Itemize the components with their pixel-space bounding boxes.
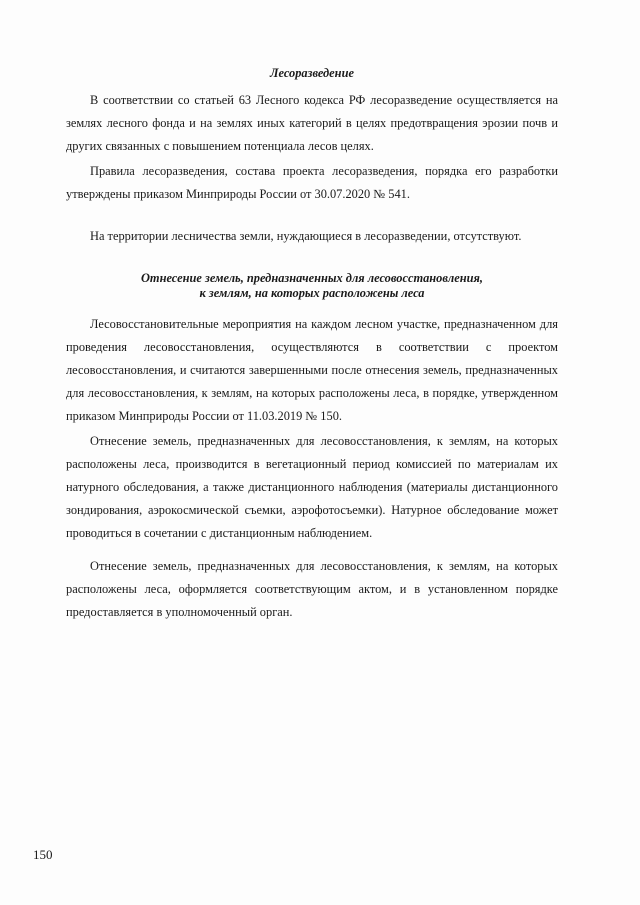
paragraph-reforestation-measures: Лесовосстановительные мероприятия на каждом лесном участке, предназначенном для проведения лесовосстановления, осуществляются в соответствии с проектом лесовосстановления, и считаются завершенными после отнесения земель, предназначенных для лесовосстановления, к землям, на которых расположены леса, в порядке, утвержденном приказом Минприроды России от 11.03.2019 № 150. — [66, 317, 558, 423]
paragraph-afforestation-rules: Правила лесоразведения, состава проекта лесоразведения, порядка его разработки утверждены приказом Минприроды России от 30.07.2020 № 541. — [66, 164, 558, 201]
paragraph-classification-act: Отнесение земель, предназначенных для лесовосстановления, к землям, на которых расположены леса, оформляется соответствующим актом, и в установленном порядке предоставляется в уполномоченный орган. — [66, 559, 558, 619]
section-title-land-classification — [66, 271, 558, 301]
paragraph-afforestation-law: В соответствии со статьей 63 Лесного кодекса РФ лесоразведение осуществляется на землях лесного фонда и на землях иных категорий в целях предотвращения эрозии почв и других связанных с повышением потенциала лесов целях. — [66, 93, 558, 153]
section-title-afforestation-text: Лесоразведение — [270, 66, 354, 80]
section-title-line-1: Отнесение земель, предназначенных для лесовосстановления, — [140, 271, 483, 285]
paragraph-classification-procedure: Отнесение земель, предназначенных для лесовосстановления, к землям, на которых расположены леса, производится в вегетационный период комиссией по материалам их натурного обследования, а также дистанционного наблюдения (материалы дистанционного зондирования, аэрокосмической съемки, аэрофотосъемки). Натурное обследование может проводиться в сочетании с дистанционным наблюдением. — [66, 434, 558, 540]
page-content — [66, 62, 558, 624]
section-title-afforestation — [66, 62, 558, 85]
paragraph-afforestation-absent: На территории лесничества земли, нуждающиеся в лесоразведении, отсутствуют. — [90, 229, 522, 243]
section-title-line-2: к землям, на которых расположены леса — [199, 286, 425, 300]
page-number: 150 — [33, 847, 53, 862]
